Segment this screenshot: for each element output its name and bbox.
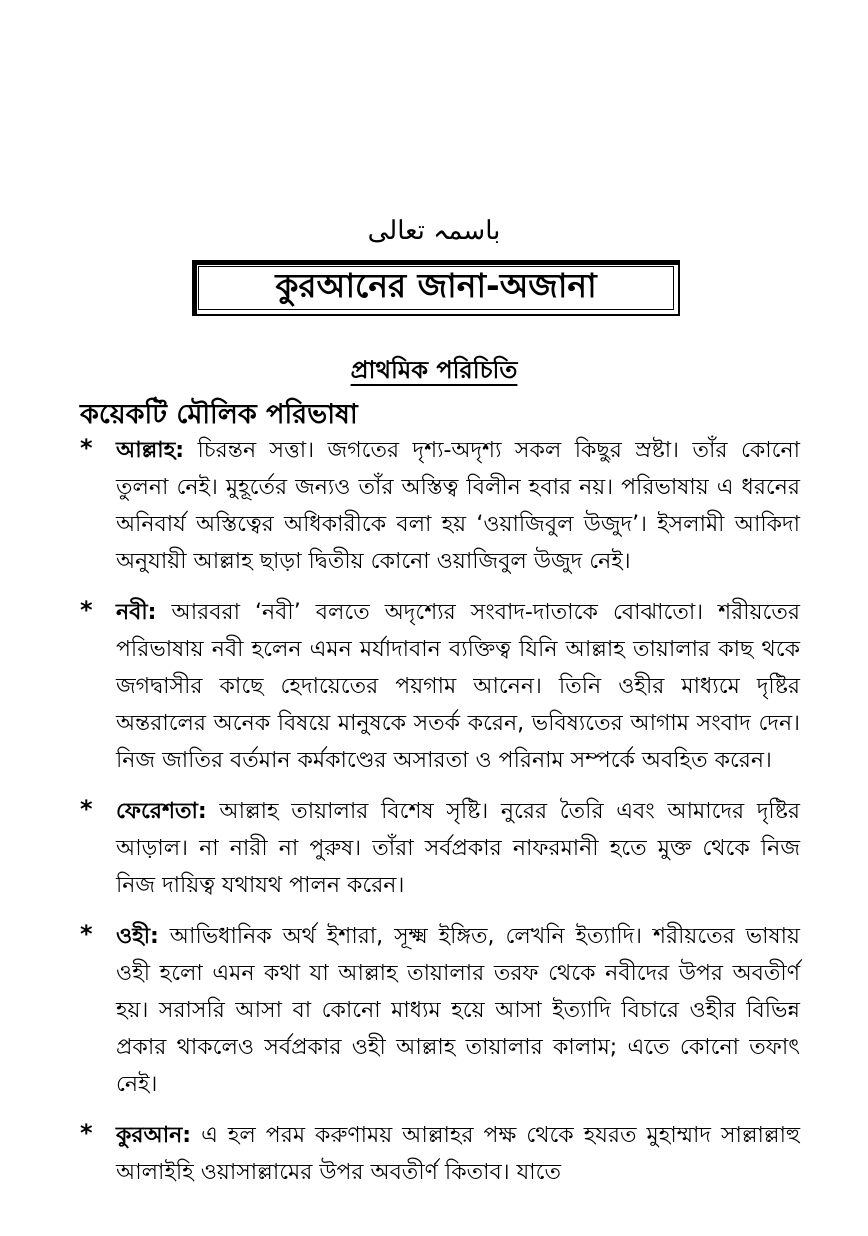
- page-title: কুরআনের জানা-অজানা: [275, 266, 597, 305]
- section-heading: কয়েকটি মৌলিক পরিভাষা: [80, 399, 358, 430]
- definition-item-allah: [80, 432, 800, 580]
- definition-text: [116, 1117, 800, 1191]
- definition-body: আরবরা ‘নবী’ বলতে অদৃশ্যের সংবাদ-দাতাকে বোঝাতো। শরীয়তের পরিভাষায় নবী হলেন এমন মর্যাদাবান ব্যক্তিত্ব যিনি আল্লাহ তায়ালার কাছ থকে জগদ্বাসীর কাছে হেদায়েতের পয়গাম আনেন। তিনি ওহীর মাধ্যমে দৃষ্টির অন্তরালের অনেক বিষয়ে মানুষকে সতর্ক করেন, ভবিষ্যতের আগাম সংবাদ দেন। নিজ জাতির বর্তমান কর্মকাণ্ডের অসারতা ও পরিনাম সম্পর্কে অবহিত করেন।: [116, 600, 800, 773]
- title-box: [192, 260, 680, 316]
- definition-body: আল্লাহ তায়ালার বিশেষ সৃষ্টি। নুরের তৈরি এবং আমাদের দৃষ্টির আড়াল। না নারী না পুরুষ। তাঁরা সর্বপ্রকার নাফরমানী হতে মুক্ত থেকে নিজ নিজ দায়িত্ব যথাযথ পালন করেন।: [116, 799, 800, 898]
- definition-text: [116, 918, 800, 1103]
- definition-item-nabi: [80, 594, 800, 779]
- asterisk-bullet: *: [80, 434, 93, 462]
- asterisk-bullet: *: [80, 920, 93, 948]
- definition-term: নবী:: [116, 600, 157, 625]
- definition-text: [116, 793, 800, 904]
- definition-term: ফেরেশতা:: [116, 799, 207, 824]
- definition-list: [80, 432, 800, 1205]
- asterisk-bullet: *: [80, 596, 93, 624]
- basmala-calligraphy: باسمہ تعالی: [367, 216, 501, 246]
- definition-term: কুরআন:: [116, 1123, 192, 1148]
- definition-item-quran: [80, 1117, 800, 1191]
- definition-item-ohi: [80, 918, 800, 1103]
- definition-body: এ হল পরম করুণাময় আল্লাহর পক্ষ থেকে হযরত মুহাম্মাদ সাল্লাল্লাহু আলাইহি ওয়াসাল্লামের উপর অবতীর্ণ কিতাব। যাতে: [116, 1123, 800, 1185]
- asterisk-bullet: *: [80, 795, 93, 823]
- definition-term: আল্লাহ:: [116, 438, 185, 463]
- definition-body: চিরন্তন সত্তা। জগতের দৃশ্য-অদৃশ্য সকল কিছুর স্রষ্টা। তাঁর কোনো তুলনা নেই। মুহূর্তের জন্যও তাঁর অস্তিত্ব বিলীন হবার নয়। পরিভাষায় এ ধরনের অনিবার্য অস্তিত্বের অধিকারীকে বলা হয় ‘ওয়াজিবুল উজুদ’। ইসলামী আকিদা অনুযায়ী আল্লাহ ছাড়া দ্বিতীয় কোনো ওয়াজিবুল উজুদ নেই।: [116, 438, 800, 574]
- definition-body: আভিধানিক অর্থ ইশারা, সূক্ষ্ম ইঙ্গিত, লেখনি ইত্যাদি। শরীয়তের ভাষায় ওহী হলো এমন কথা যা আল্লাহ তায়ালার তরফ থেকে নবীদের উপর অবতীর্ণ হয়। সরাসরি আসা বা কোনো মাধ্যম হয়ে আসা ইত্যাদি বিচারে ওহীর বিভিন্ন প্রকার থাকলেও সর্বপ্রকার ওহী আল্লাহ তায়ালার কালাম; এতে কোনো তফাৎ নেই।: [116, 924, 800, 1097]
- definition-text: [116, 594, 800, 779]
- definition-text: [116, 432, 800, 580]
- definition-item-fereshta: [80, 793, 800, 904]
- subheading: প্রাথমিক পরিচিতি: [350, 356, 518, 384]
- asterisk-bullet: *: [80, 1119, 93, 1147]
- definition-term: ওহী:: [116, 924, 159, 949]
